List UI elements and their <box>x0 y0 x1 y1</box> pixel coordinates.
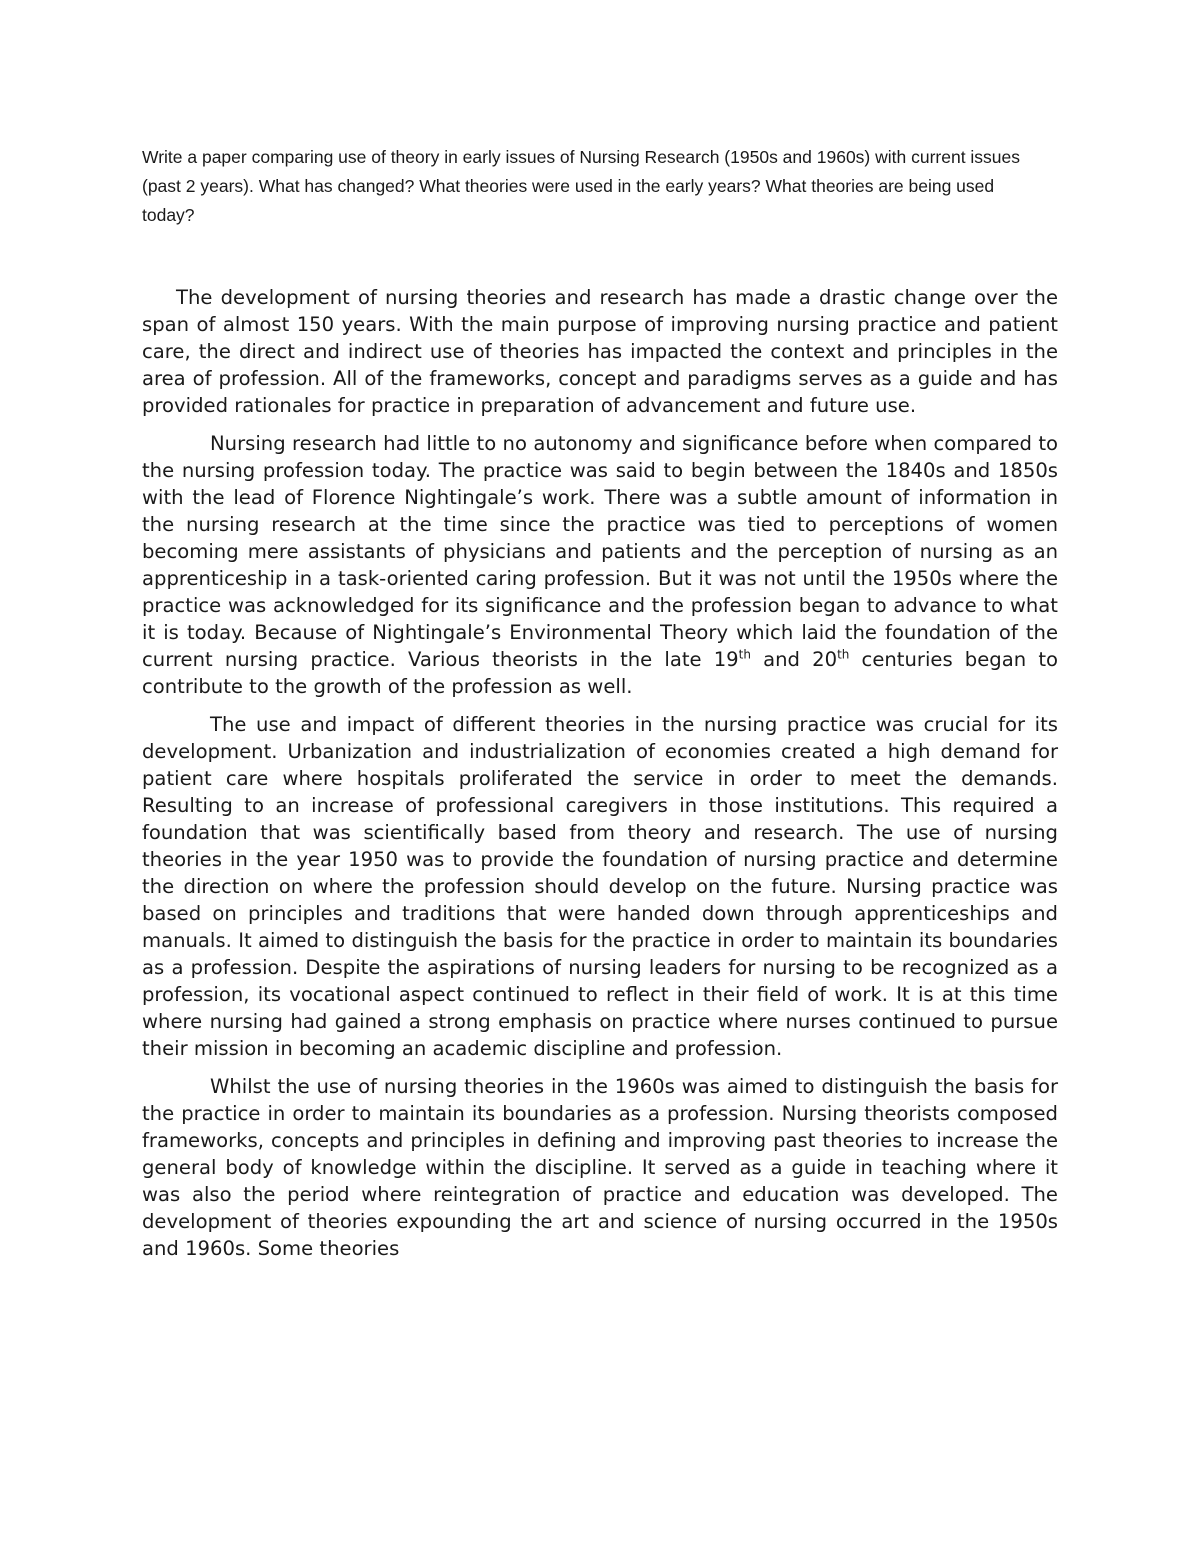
superscript-th-1: th <box>738 647 751 662</box>
paragraph-2-text-b: and 20 <box>750 648 838 671</box>
superscript-th-2: th <box>837 647 850 662</box>
paragraph-4: Whilst the use of nursing theories in the 1960s was aimed to distinguish the basis for the practice in order to maintain its boundaries as a profession. Nursing theorists composed frameworks, concepts and principles in defining and improving past theories to increase the general body of knowledge within the discipline. It served as a guide in teaching where it was also the period where reintegration of practice and education was developed. The development of theories expounding the art and science of nursing occurred in the 1950s and 1960s. Some theories <box>142 1075 1058 1260</box>
paragraph-2-text-c: centuries began to contribute to the growth of the profession as well. <box>142 648 1058 698</box>
paragraph-3: The use and impact of different theories in the nursing practice was crucial for its development. Urbanization and industrialization of economies created a high demand for patient care where hospitals proliferated the service in order to meet the demands. Resulting to an increase of professional caregivers in those institutions. This required a foundation that was scientifically based from theory and research. The use of nursing theories in the year 1950 was to provide the foundation of nursing practice and determine the direction on where the profession should develop on the future. Nursing practice was based on principles and traditions that were handed down through apprenticeships and manuals. It aimed to distinguish the basis for the practice in order to maintain its boundaries as a profession. Despite the aspirations of nursing leaders for nursing to be recognized as a profession, its vocational aspect continued to reflect in their field of work. It is at this time where nursing had gained a strong emphasis on practice where nurses continued to pursue their mission in becoming an academic discipline and profession. <box>142 713 1058 1060</box>
assignment-prompt: Write a paper comparing use of theory in early issues of Nursing Research (1950s and 1960s) with current issues (past 2 years). What has changed? What theories were used in the early years? What theories are being used today? <box>142 147 1021 225</box>
essay-body <box>142 284 1058 1273</box>
paragraph-2-text-a: Nursing research had little to no autonomy and significance before when compared to the nursing profession today. The practice was said to begin between the 1840s and 1850s with the lead of Florence Nightingale’s work. There was a subtle amount of information in the nursing research at the time since the practice was tied to perceptions of women becoming mere assistants of physicians and patients and the perception of nursing as an apprenticeship in a task-oriented caring profession. But it was not until the 1950s where the practice was acknowledged for its significance and the profession began to advance to what it is today. Because of Nightingale’s Environmental Theory which laid the foundation of the current nursing practice. Various theorists in the late 19 <box>142 432 1058 671</box>
paragraph-2 <box>142 430 1058 700</box>
paragraph-1: The development of nursing theories and research has made a drastic change over the span of almost 150 years. With the main purpose of improving nursing practice and patient care, the direct and indirect use of theories has impacted the context and principles in the area of profession. All of the frameworks, concept and paradigms serves as a guide and has provided rationales for practice in preparation of advancement and future use. <box>142 286 1058 417</box>
